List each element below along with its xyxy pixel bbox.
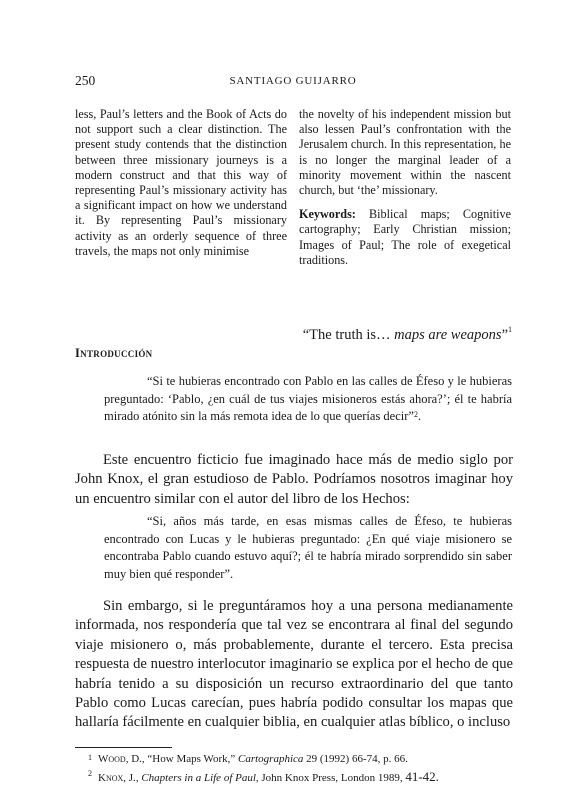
abstract-left-column: less, Paul’s letters and the Book of Acts do not support such a clear distinction. The present study contends that the distinction between three missionary journeys is a modern construct and that this way of representing Paul’s missionary activity has a significant impact on how we understand it. By representing Paul’s missionary activity as an orderly sequence of three travels, the maps not only minimise [75, 107, 287, 258]
footnote-1-rest: 29 (1992) 66-74, p. 66. [303, 753, 408, 765]
block-quote-1-note-ref: 2 [413, 410, 418, 420]
footnote-1-journal: Cartographica [237, 753, 304, 765]
keywords-text: Biblical maps; Cognitive cartography; Early Christian mission; Images of Paul; The role of exegetical traditions. [299, 207, 511, 267]
footnote-2-rest: , John Knox Press, London 1989, [255, 772, 406, 784]
abstract-right-text: the novelty of his independent mission but also lessen Paul’s confrontation with the Jerusalem church. In this representation, he is no longer the marginal leader of a minority movement within the nascent church, but ‘the’ missionary. [299, 107, 511, 198]
footnote-2-pages: 41-42. [405, 769, 439, 784]
footnote-1-title: , “How Maps Work,” [141, 753, 238, 765]
abstract-right-column [299, 107, 511, 268]
keywords-label: Keywords: [299, 207, 356, 222]
footnote-2 [88, 769, 439, 785]
running-head: SANTIAGO GUIJARRO [229, 75, 357, 87]
footnote-2-book: Chapters in a Life of Paul [141, 772, 256, 784]
epigraph-note-ref: 1 [508, 325, 512, 334]
footnote-1-number: 1 [88, 753, 92, 762]
footnote-2-number: 2 [88, 769, 92, 778]
footnote-rule [75, 747, 172, 748]
section-heading: Introducción [75, 346, 153, 360]
footnote-2-author: Knox, J. [98, 772, 136, 784]
block-quote-1-text: “Si te hubieras encontrado con Pablo en las calles de Éfeso y le hubieras preguntado: ‘Pablo, ¿en cuál de tus viajes misioneros estás ahora?’; él te habría mirado atónito sin la más remota idea de lo que querías decir” [104, 374, 512, 424]
block-quote-1 [104, 373, 512, 426]
footnote-1 [88, 753, 408, 765]
body-paragraph-1: Este encuentro ficticio fue imaginado hace más de medio siglo por John Knox, el gran estudioso de Pablo. Podríamos nosotros imaginar hoy un encuentro similar con el autor del libro de los Hechos: [75, 452, 513, 507]
footnote-2-title: , [135, 772, 142, 784]
epigraph-quote-start: “The truth is… [302, 327, 395, 343]
block-quote-1-end: . [417, 409, 422, 424]
body-paragraph-2: Sin embargo, si le preguntáramos hoy a una persona medianamente informada, nos respondería que tal vez se encontrara al final del segundo viaje misionero o, más probablemente, durante el tercero. Esta precisa respuesta de nuestro interlocutor imaginario se explica por el hecho de que habría tenido a su disposición un recurso extraordinario del que tanto Pablo como Lucas carecían, pues habría podido consultar los mapas que hallaría fácilmente en cualquier biblia, en cualquier atlas bíblico, o incluso [75, 598, 513, 731]
footnote-1-author: Wood, D. [98, 753, 142, 765]
keywords-block [299, 207, 511, 268]
epigraph-quote-close: ” [501, 327, 508, 343]
epigraph-quote-italic: maps are weapons [394, 327, 502, 343]
page-number: 250 [75, 73, 96, 88]
block-quote-2: “Si, años más tarde, en esas mismas calles de Éfeso, te hubieras encontrado con Lucas y le hubieras preguntado: ¿En qué viaje misionero se encontraba Pablo cuando estuvo aquí?; él te habría mirado sorprendido sin saber muy bien qué responder”. [104, 514, 512, 581]
epigraph [303, 327, 512, 344]
